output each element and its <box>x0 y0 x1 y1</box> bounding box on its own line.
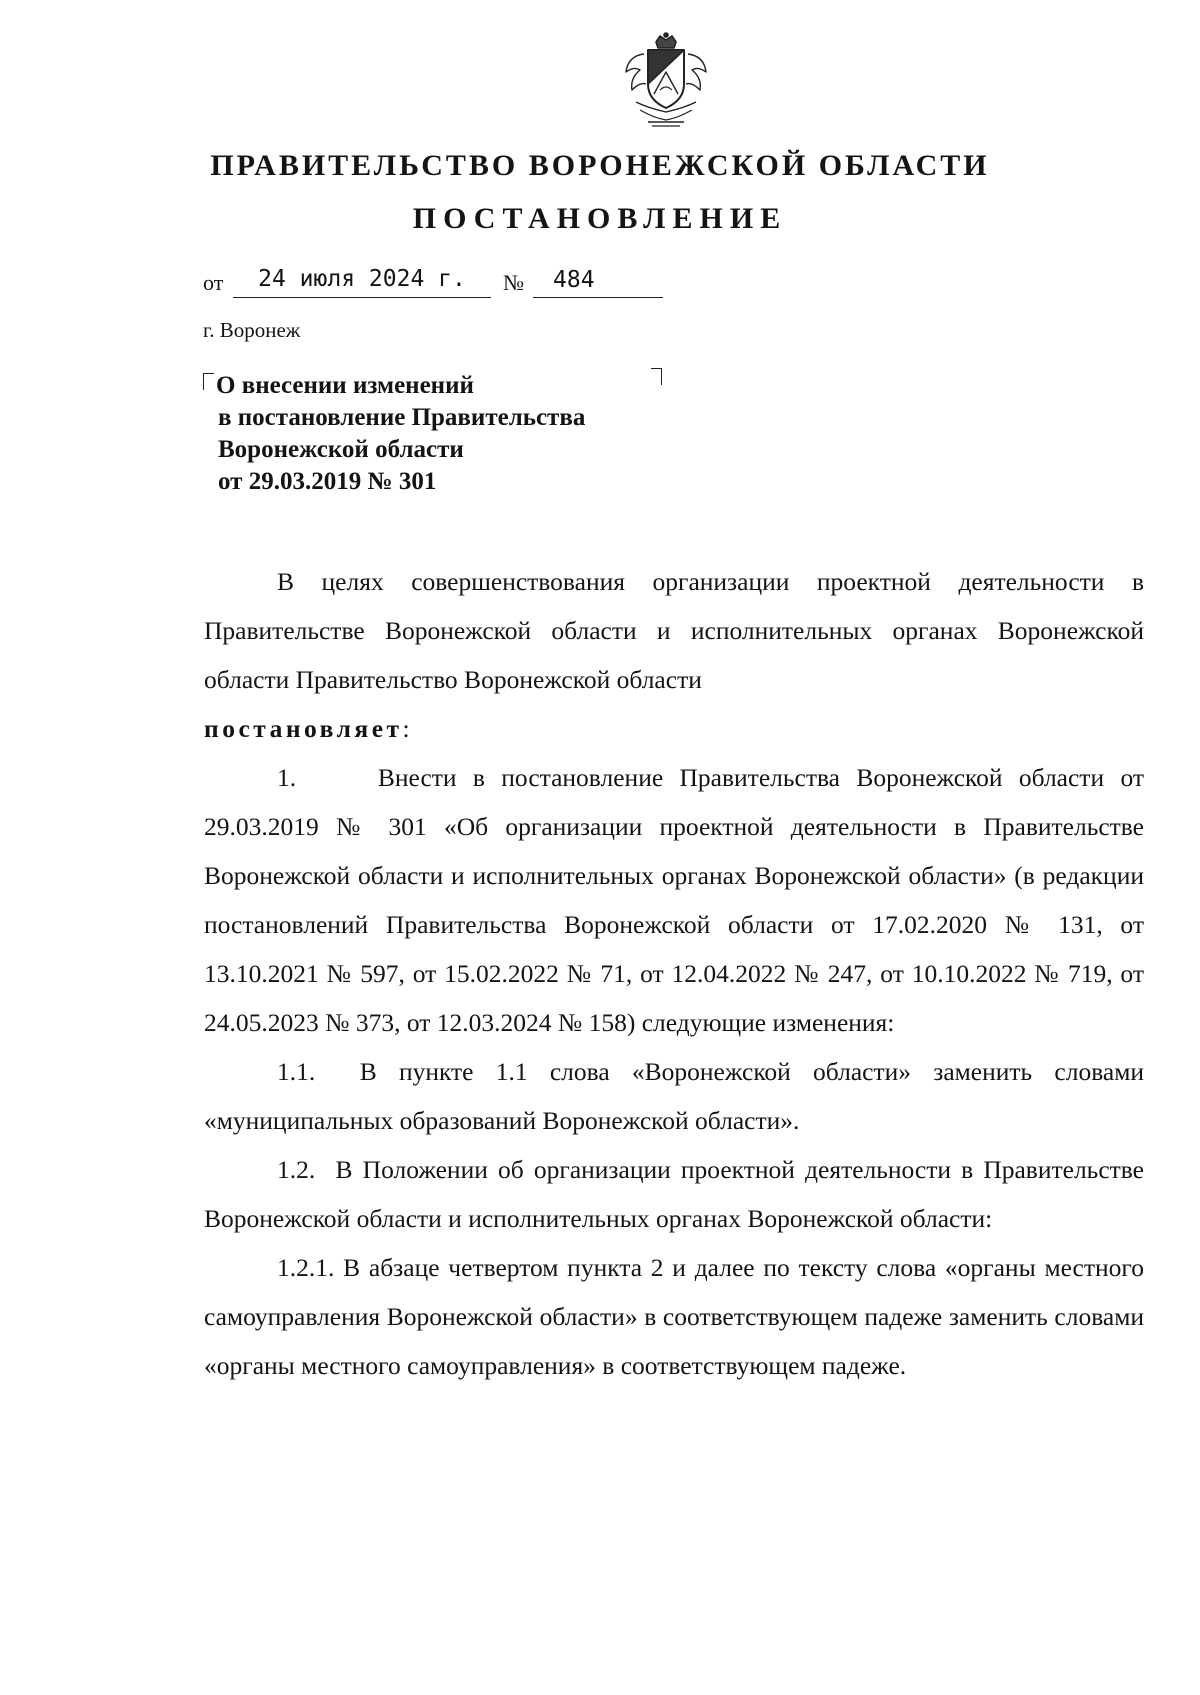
item-1: 1. Внести в постановление Правительства Воронежской области от 29.03.2019 № 301 «Об организации проектной деятельности в Правительстве Воронежской области и исполнительных органах Воронежской области» (в редакции постановлений Правительства Воронежской области от 17.02.2020 № 131, от 13.10.2021 № 597, от 15.02.2022 № 71, от 12.04.2022 № 247, от 10.10.2022 № 719, от 24.05.2023 № 373, от 12.03.2024 № 158) следующие изменения: <box>204 763 1144 1037</box>
date-prefix: от <box>203 270 224 295</box>
organization-title: ПРАВИТЕЛЬСТВО ВОРОНЕЖСКОЙ ОБЛАСТИ <box>210 149 990 182</box>
resolves-line <box>204 704 1144 753</box>
document-date: 24 июля 2024 г. <box>233 265 491 298</box>
intro-paragraph: В целях совершенствования организации проектной деятельности в Правительстве Воронежской области и исполнительных органах Воронежской области Правительство Воронежской области <box>204 567 1144 694</box>
city: г. Воронеж <box>203 318 301 342</box>
subject-line: Воронежской области <box>218 436 464 463</box>
item-1-1: 1.1. В пункте 1.1 слова «Воронежской области» заменить словами «муниципальных образований Воронежской области». <box>204 1057 1144 1135</box>
item-1-2: 1.2. В Положении об организации проектной деятельности в Правительстве Воронежской области и исполнительных органах Воронежской области: <box>204 1155 1144 1233</box>
date-number-line <box>203 262 683 298</box>
subject-line: от 29.03.2019 № 301 <box>218 468 437 495</box>
subject-line: О внесении изменений <box>216 372 474 399</box>
resolves-word: постановляет <box>204 714 403 743</box>
document-body <box>204 557 1144 1390</box>
subject-block <box>218 370 678 498</box>
item-1-2-1: 1.2.1. В абзаце четвертом пункта 2 и далее по тексту слова «органы местного самоуправления Воронежской области» в соответствующем падеже заменить словами «органы местного самоуправления» в соответствующем падеже. <box>204 1253 1144 1380</box>
subject-bracket-left <box>203 373 214 390</box>
document-type-title: ПОСТАНОВЛЕНИЕ <box>412 202 788 235</box>
voronezh-coat-of-arms-icon <box>618 32 714 132</box>
resolves-colon: : <box>402 714 410 743</box>
subject-line: в постановление Правительства <box>218 404 586 431</box>
document-number: 484 <box>533 266 663 298</box>
number-prefix: № <box>503 270 524 295</box>
